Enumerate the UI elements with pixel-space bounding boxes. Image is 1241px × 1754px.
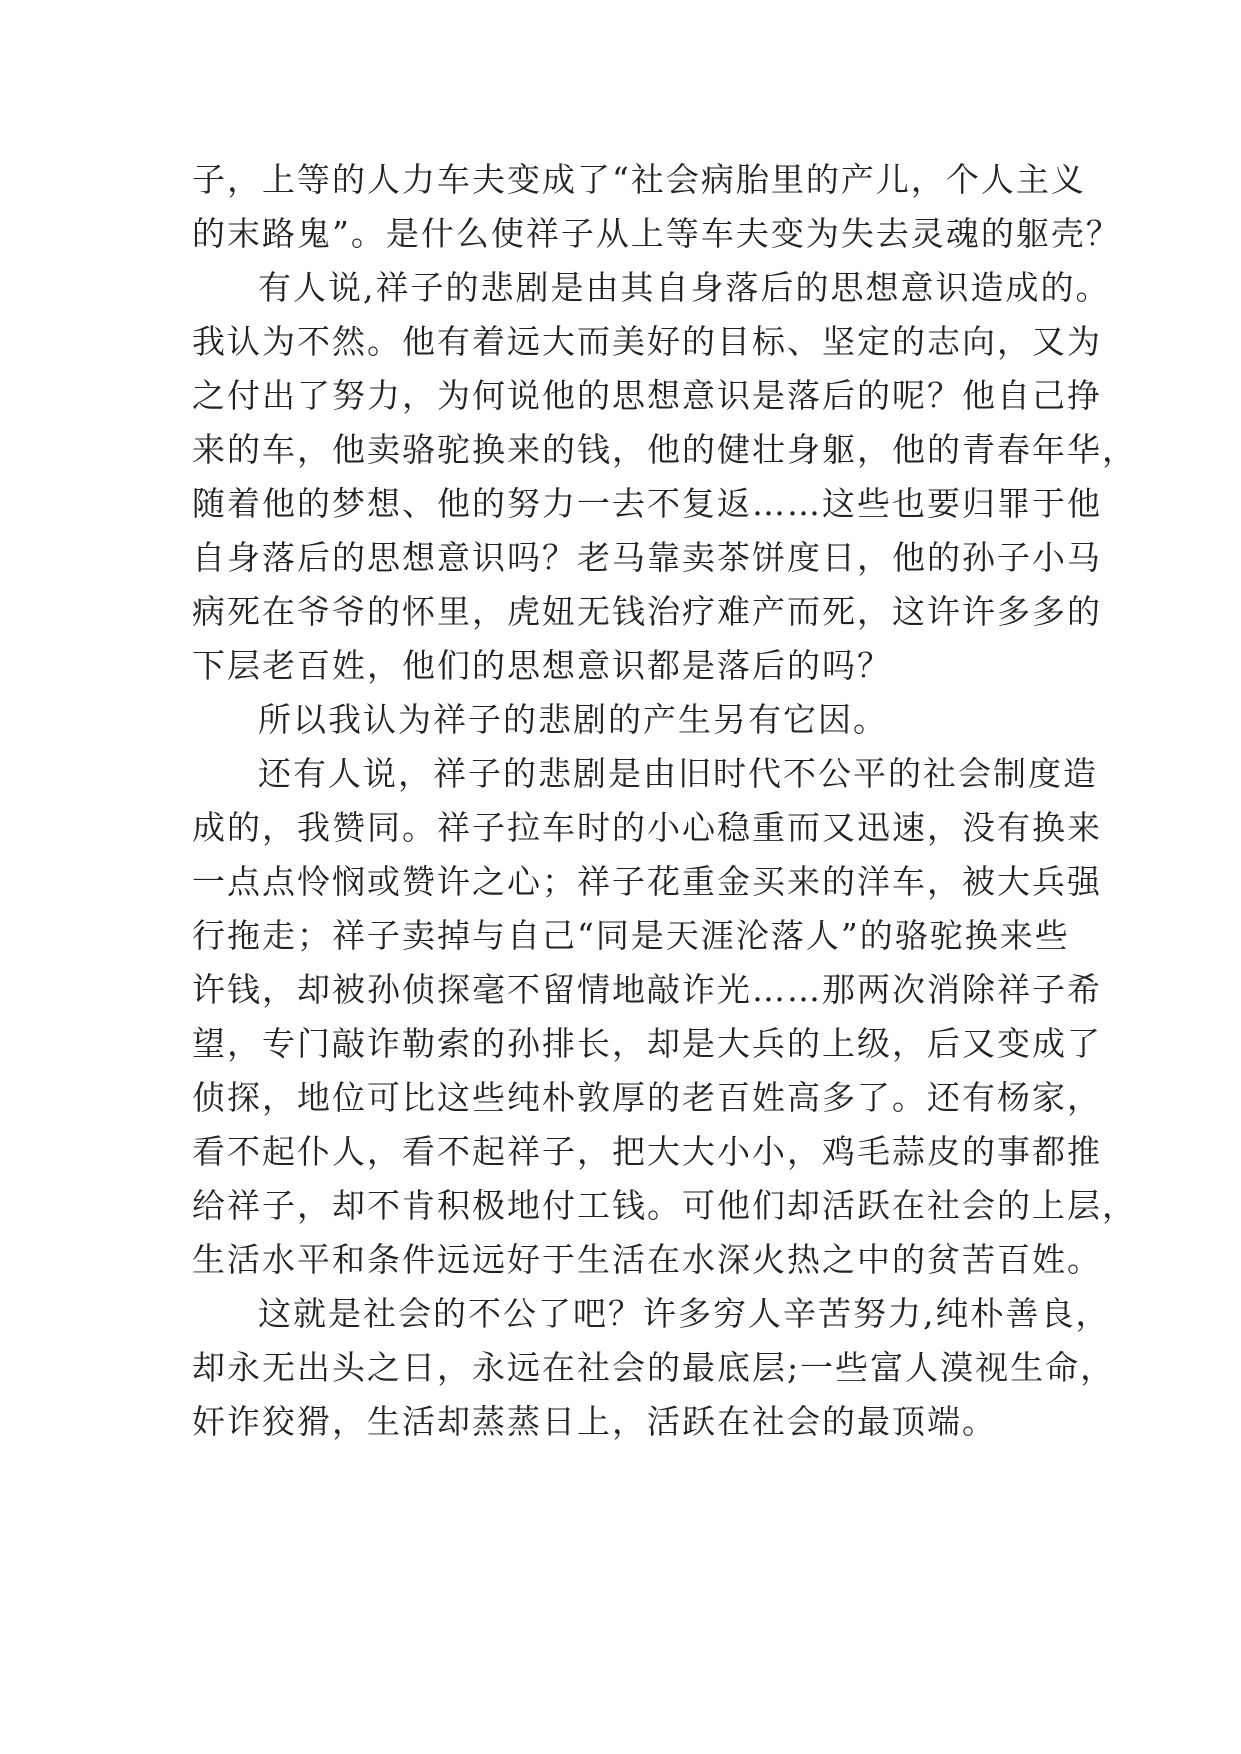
paragraph-first-line: 有人说,祥子的悲剧是由其自身落后的思想意识造成的。	[258, 268, 1111, 307]
text-line: 一点点怜悯或赞许之心；祥子花重金买来的洋车，被大兵强	[192, 862, 1102, 901]
text-line: 侦探，地位可比这些纯朴敦厚的老百姓高多了。还有杨家，	[192, 1078, 1102, 1117]
text-line: 却永无出头之日，永远在社会的最底层;一些富人漠视生命，	[192, 1348, 1116, 1387]
text-line: 下层老百姓，他们的思想意识都是落后的吗？	[192, 646, 892, 685]
text-line: 子，上等的人力车夫变成了“社会病胎里的产儿，个人主义	[192, 160, 1086, 199]
text-line: 病死在爷爷的怀里，虎妞无钱治疗难产而死，这许许多多的	[192, 592, 1102, 631]
text-line: 生活水平和条件远远好于生活在水深火热之中的贫苦百姓。	[192, 1240, 1102, 1279]
text-line: 我认为不然。他有着远大而美好的目标、坚定的志向，又为	[192, 322, 1102, 361]
paragraph-first-line: 这就是社会的不公了吧？许多穷人辛苦努力,纯朴善良，	[258, 1294, 1111, 1333]
paragraph-first-line: 还有人说，祥子的悲剧是由旧时代不公平的社会制度造	[258, 754, 1098, 793]
text-line: 之付出了努力，为何说他的思想意识是落后的呢？他自己挣	[192, 376, 1102, 415]
text-line: 奸诈狡猾，生活却蒸蒸日上，活跃在社会的最顶端。	[192, 1402, 997, 1441]
text-line: 成的，我赞同。祥子拉车时的小心稳重而又迅速，没有换来	[192, 808, 1102, 847]
paragraph-first-line: 所以我认为祥子的悲剧的产生另有它因。	[258, 700, 888, 739]
text-line: 来的车，他卖骆驼换来的钱，他的健壮身躯，他的青春年华，	[192, 430, 1137, 469]
text-line: 随着他的梦想、他的努力一去不复返……这些也要归罪于他	[192, 484, 1102, 523]
text-line: 望，专门敲诈勒索的孙排长，却是大兵的上级，后又变成了	[192, 1024, 1102, 1063]
text-line: 许钱，却被孙侦探毫不留情地敲诈光……那两次消除祥子希	[192, 970, 1102, 1009]
text-line: 看不起仆人，看不起祥子，把大大小小，鸡毛蒜皮的事都推	[192, 1132, 1102, 1171]
text-line: 自身落后的思想意识吗？老马靠卖茶饼度日，他的孙子小马	[192, 538, 1102, 577]
text-line: 给祥子，却不肯积极地付工钱。可他们却活跃在社会的上层，	[192, 1186, 1137, 1225]
text-line: 行拖走；祥子卖掉与自己“同是天涯沦落人”的骆驼换来些	[192, 916, 1070, 955]
text-line: 的末路鬼”。是什么使祥子从上等车夫变为失去灵魂的躯壳？	[192, 214, 1121, 253]
